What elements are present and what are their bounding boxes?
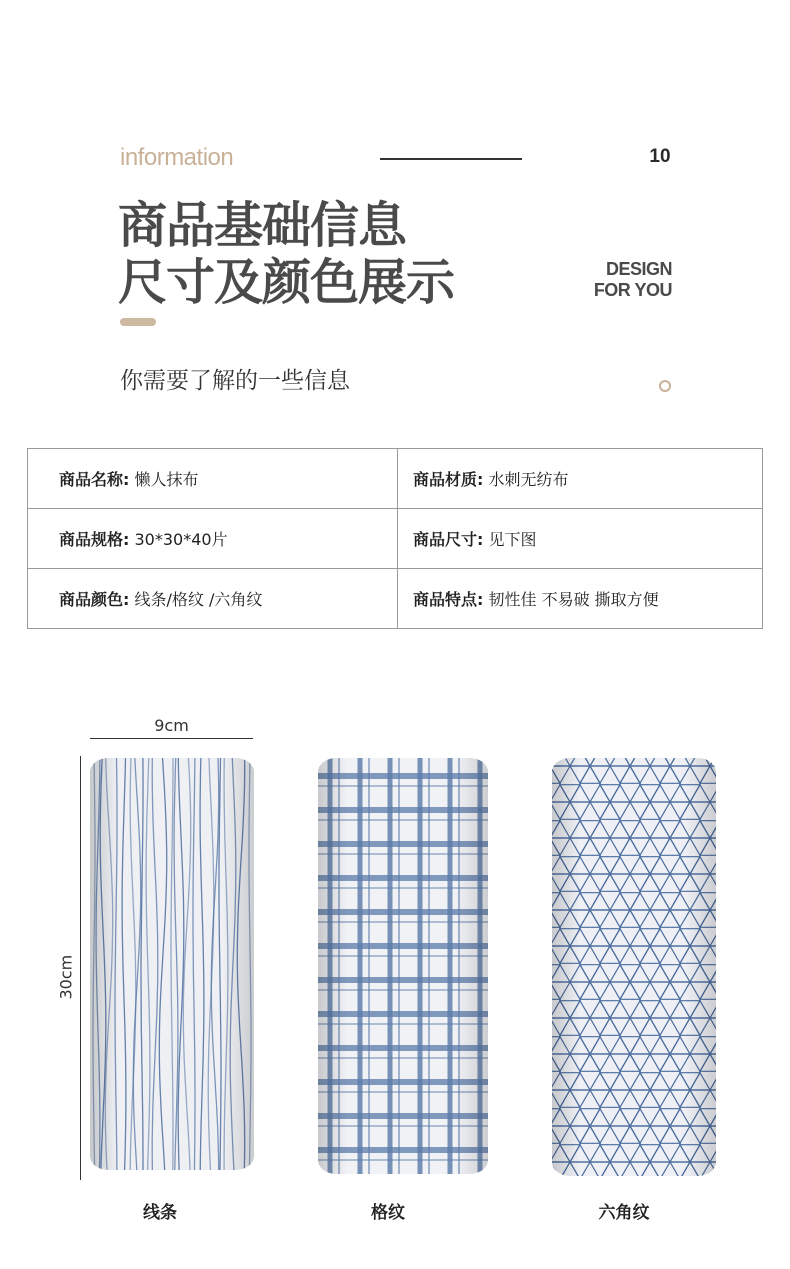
height-dimension-line xyxy=(80,756,81,1180)
page-title-line-2: 尺寸及颜色展示 xyxy=(118,254,455,311)
spec-value: 线条/格纹 /六角纹 xyxy=(134,590,263,609)
spec-label: 商品规格: xyxy=(59,530,130,549)
subtitle: 你需要了解的一些信息 xyxy=(120,368,350,394)
page-title-line-1: 商品基础信息 xyxy=(118,197,407,254)
spec-cell xyxy=(398,449,763,509)
spec-label: 商品材质: xyxy=(413,470,484,489)
spec-cell xyxy=(28,509,398,569)
hexagram-roll-image xyxy=(550,756,718,1178)
stripes-roll-image xyxy=(88,756,256,1172)
spec-value: 韧性佳 不易破 撕取方便 xyxy=(488,590,659,609)
spec-cell xyxy=(28,449,398,509)
ring-icon xyxy=(659,380,671,392)
product-caption-hexagram: 六角纹 xyxy=(598,1203,650,1223)
page-number: 10 xyxy=(649,146,671,167)
height-dimension-label: 30cm xyxy=(56,954,76,1000)
product-caption-plaid: 格纹 xyxy=(371,1203,405,1223)
table-row xyxy=(28,509,763,569)
spec-cell xyxy=(398,509,763,569)
spec-value: 30*30*40片 xyxy=(134,530,228,549)
spec-label: 商品颜色: xyxy=(59,590,130,609)
plaid-roll-image xyxy=(316,756,490,1176)
spec-cell xyxy=(28,569,398,629)
header-rule xyxy=(380,158,522,160)
table-row xyxy=(28,569,763,629)
spec-value: 懒人抹布 xyxy=(134,470,199,489)
spec-cell xyxy=(398,569,763,629)
spec-label: 商品特点: xyxy=(413,590,484,609)
spec-value: 见下图 xyxy=(488,530,537,549)
accent-bar xyxy=(120,318,156,326)
width-dimension-line xyxy=(90,738,253,739)
product-caption-stripes: 线条 xyxy=(143,1203,177,1223)
design-tagline-1: DESIGN xyxy=(605,259,672,279)
table-row xyxy=(28,449,763,509)
spec-label: 商品名称: xyxy=(59,470,130,489)
spec-table xyxy=(27,448,763,629)
spec-value: 水刺无纺布 xyxy=(488,470,569,489)
eyebrow-text: information xyxy=(120,144,234,171)
width-dimension-label: 9cm xyxy=(154,716,189,735)
spec-label: 商品尺寸: xyxy=(413,530,484,549)
design-tagline-2: FOR YOU xyxy=(593,280,672,300)
